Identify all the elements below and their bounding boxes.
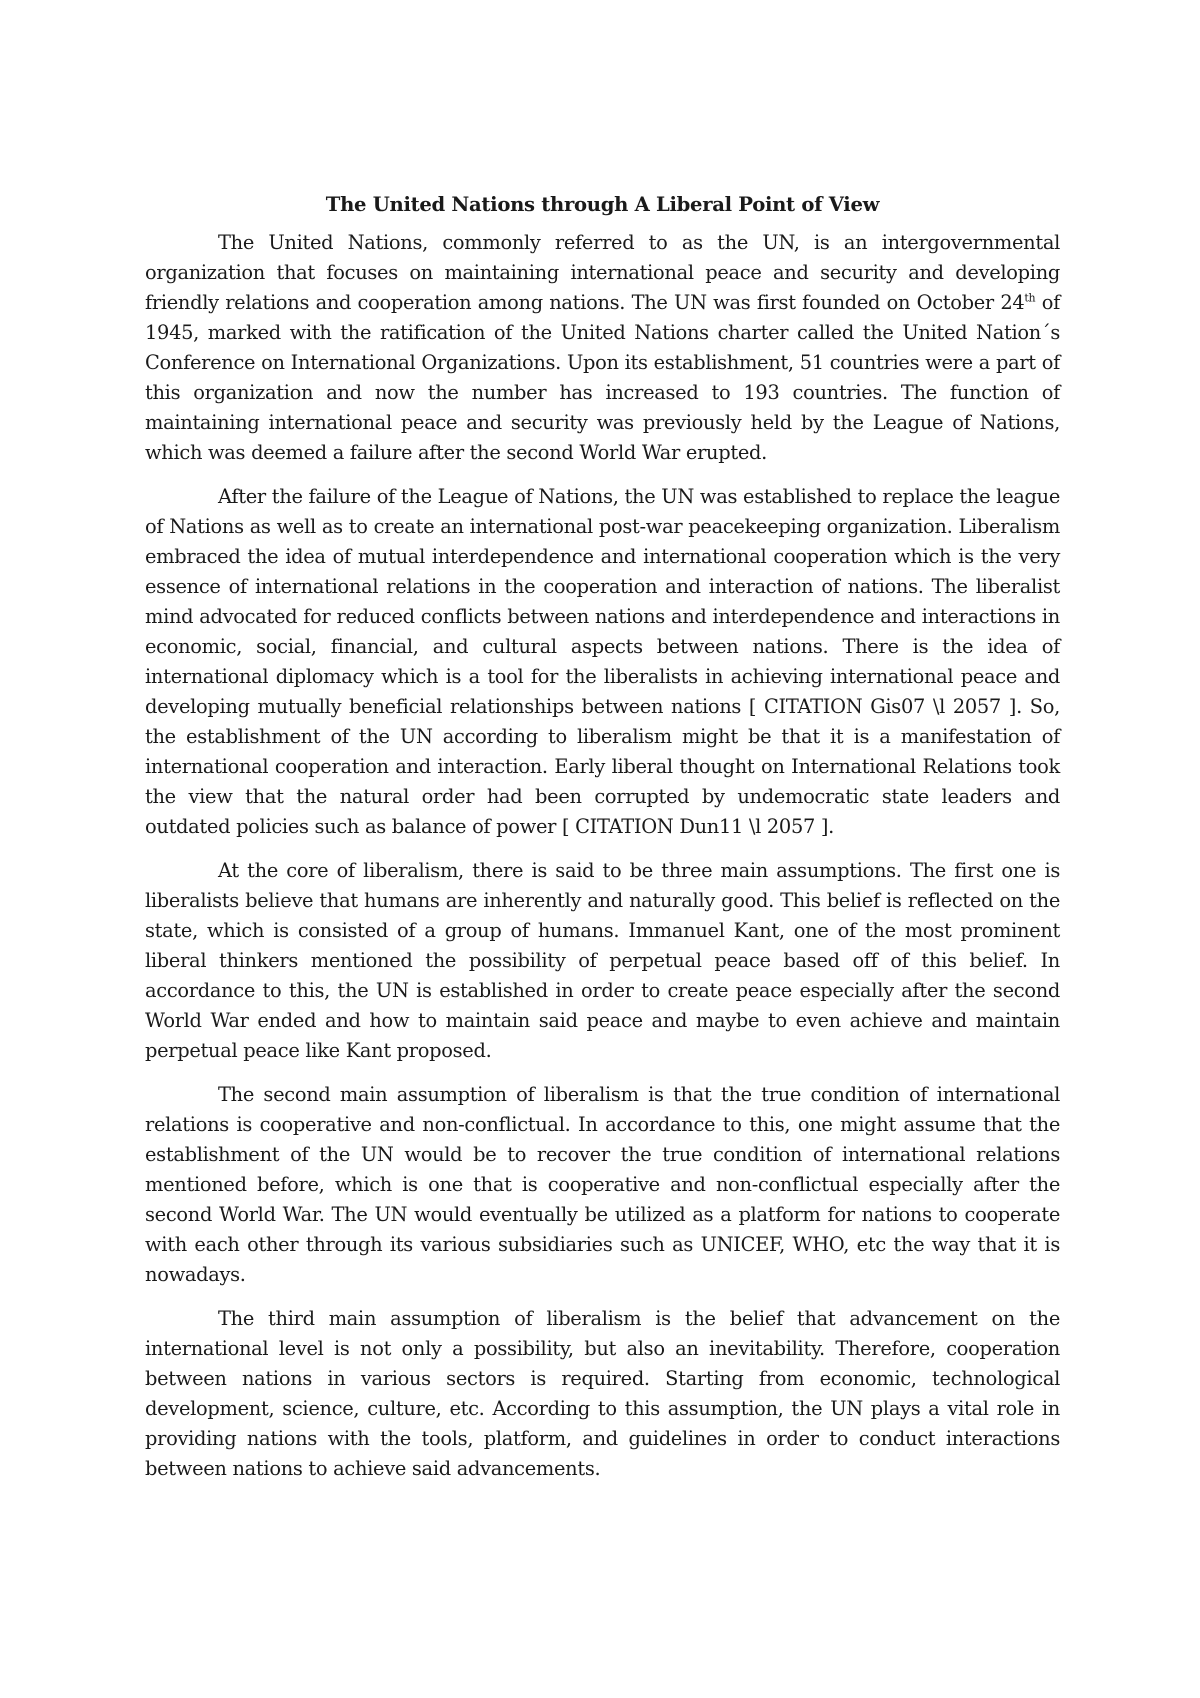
paragraph-2: After the failure of the League of Nations, the UN was established to replace the league of Nations as well as to create an international post-war peacekeeping organization. Liberalism embraced the idea of mutual interdependence and international cooperation which is the very essence of international relations in the cooperation and interaction of nations. The liberalist mind advocated for reduced conflicts between nations and interdependence and interactions in economic, social, financial, and cultural aspects between nations. There is the idea of international diplomacy which is a tool for the liberalists in achieving international peace and developing mutually beneficial relationships between nations [ CITATION Gis07 \l 2057 ]. So, the establishment of the UN according to liberalism might be that it is a manifestation of international cooperation and interaction. Early liberal thought on International Relations took the view that the natural order had been corrupted by undemocratic state leaders and outdated policies such as balance of power [ CITATION Dun11 \l 2057 ]. [145,485,1060,838]
paragraph-1-text-after: of 1945, marked with the ratification of the United Nations charter called the United Nation´s Conference on International Organizations. Upon its establishment, 51 countries were a part of this organization and now the number has increased to 193 countries. The function of maintaining international peace and security was previously held by the League of Nations, which was deemed a failure after the second World War erupted. [145,291,1060,464]
paragraph-1-text-before: The United Nations, commonly referred to as the UN, is an intergovernmental organization that focuses on maintaining international peace and security and developing friendly relations and cooperation among nations. The UN was first founded on October 24 [145,231,1060,314]
document-title: The United Nations through A Liberal Point of View [325,193,880,216]
paragraph-3: At the core of liberalism, there is said to be three main assumptions. The first one is liberalists believe that humans are inherently and naturally good. This belief is reflected on the state, which is consisted of a group of humans. Immanuel Kant, one of the most prominent liberal thinkers mentioned the possibility of perpetual peace based off of this belief. In accordance to this, the UN is established in order to create peace especially after the second World War ended and how to maintain said peace and maybe to even achieve and maintain perpetual peace like Kant proposed. [145,859,1060,1062]
paragraph-4: The second main assumption of liberalism is that the true condition of international relations is cooperative and non-conflictual. In accordance to this, one might assume that the establishment of the UN would be to recover the true condition of international relations mentioned before, which is one that is cooperative and non-conflictual especially after the second World War. The UN would eventually be utilized as a platform for nations to cooperate with each other through its various subsidiaries such as UNICEF, WHO, etc the way that it is nowadays. [145,1083,1060,1286]
paragraph-5: The third main assumption of liberalism is the belief that advancement on the international level is not only a possibility, but also an inevitability. Therefore, cooperation between nations in various sectors is required. Starting from economic, technological development, science, culture, etc. According to this assumption, the UN plays a vital role in providing nations with the tools, platform, and guidelines in order to conduct interactions between nations to achieve said advancements. [145,1307,1060,1480]
paragraph-1 [145,228,1060,468]
ordinal-superscript: th [1024,291,1036,305]
document-page [145,190,1060,1498]
